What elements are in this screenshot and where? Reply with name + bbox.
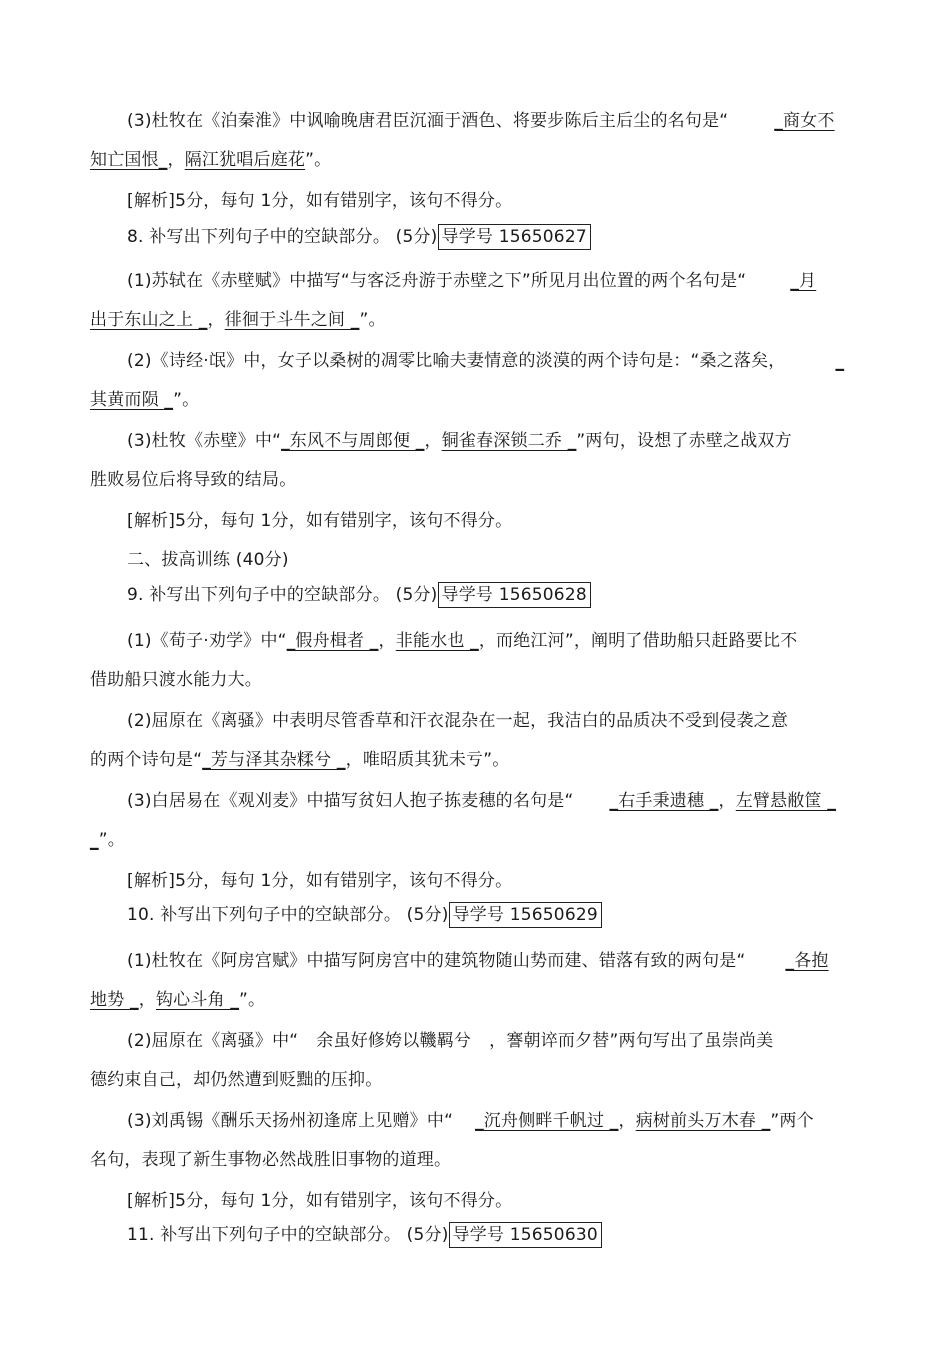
q7-item3-blank1-cont: 知亡国恨_ xyxy=(90,150,168,170)
q8-item3-line1 xyxy=(127,426,880,456)
q9-item2-end: ，唯昭质其犹未亏”。 xyxy=(345,750,510,770)
q8-item1-line1 xyxy=(127,266,880,296)
q10-item3-blank2: 病树前头万木春 _ xyxy=(635,1111,771,1131)
q9-item1-blank1: _假舟楫者 _ xyxy=(286,631,379,651)
q8-item2-blank-cont: 其黄而陨 _ xyxy=(90,390,174,410)
q9-item2-text-cont: 的两个诗句是“ xyxy=(90,750,203,770)
q11-header: 11. 补写出下列句子中的空缺部分。 (5分) xyxy=(127,1225,449,1245)
q10-item1-blank2: 钩心斗角 _ xyxy=(155,990,240,1010)
q10-item2-text: (2)屈原在《离骚》中“ xyxy=(127,1031,299,1051)
comma: ， xyxy=(138,990,156,1010)
q10-item2-blank1: 余虽好修姱以鞿羁兮 xyxy=(316,1031,472,1051)
q9-item1-blank2: 非能水也 _ xyxy=(395,631,479,651)
comma: ， xyxy=(378,631,396,651)
q10-code-box: 导学号 15650629 xyxy=(449,902,602,928)
q9-item1-line1 xyxy=(127,626,880,656)
q10-item2-line1 xyxy=(127,1026,880,1056)
comma: ， xyxy=(207,310,225,330)
q7-item3-line2 xyxy=(90,145,880,175)
q8-item2-text: (2)《诗经·氓》中，女子以桑树的凋零比喻夫妻情意的淡漠的两个诗句是：“桑之落矣， xyxy=(127,351,786,371)
q9-item3-line2 xyxy=(90,825,880,855)
q10-item1-line2 xyxy=(90,985,880,1015)
q10-item3-text: (3)刘禹锡《酬乐天扬州初逢席上见赠》中“ xyxy=(127,1111,454,1131)
q9-note: [解析]5分，每句 1分，如有错别字，该句不得分。 xyxy=(127,871,513,891)
q8-item1-end: ”。 xyxy=(359,310,386,330)
q9-item2-blank: _芳与泽其杂糅兮 _ xyxy=(202,750,346,770)
q8-item2-blank: _ xyxy=(835,351,845,371)
q8-item3-text: (3)杜牧《赤壁》中“ xyxy=(127,431,282,451)
q10-item2-blank2: 謇朝谇而夕替 xyxy=(506,1031,610,1051)
q7-note: [解析]5分，每句 1分，如有错别字，该句不得分。 xyxy=(127,191,513,211)
q9-header: 9. 补写出下列句子中的空缺部分。 (5分) xyxy=(127,585,438,605)
q10-header: 10. 补写出下列句子中的空缺部分。 (5分) xyxy=(127,905,449,925)
q8-item1-text: (1)苏轼在《赤壁赋》中描写“与客泛舟游于赤壁之下”所见月出位置的两个名句是“ xyxy=(127,271,747,291)
q9-item2-line2 xyxy=(90,745,880,775)
q8-item1-blank2: 徘徊于斗牛之间 _ xyxy=(224,310,360,330)
q8-item1-blank1: _月 xyxy=(790,271,817,291)
q8-item3-line2: 胜败易位后将导致的结局。 xyxy=(90,470,297,490)
q10-item1-line1 xyxy=(127,946,880,976)
q8-item1-line2 xyxy=(90,305,880,335)
q10-item3-blank1: _沉舟侧畔千帆过 _ xyxy=(475,1111,619,1131)
q8-header-line xyxy=(127,222,880,252)
q10-item3-line1 xyxy=(127,1106,880,1136)
q10-item2-line2: 德约束自己，却仍然遭到贬黜的压抑。 xyxy=(90,1070,383,1090)
q8-code-box: 导学号 15650627 xyxy=(438,224,591,250)
q11-code-box: 导学号 15650630 xyxy=(449,1222,602,1248)
q8-header: 8. 补写出下列句子中的空缺部分。 (5分) xyxy=(127,227,438,247)
q8-item2-end: ”。 xyxy=(173,390,200,410)
comma: ， xyxy=(718,791,736,811)
q8-item3-blank1: _东风不与周郎便 _ xyxy=(281,431,425,451)
section-2-title: 二、拔高训练 (40分) xyxy=(127,550,289,570)
q10-item3-end: ”两个 xyxy=(770,1111,814,1131)
q7-item3-blank1: _商女不 xyxy=(774,111,835,131)
comma: ， xyxy=(167,150,185,170)
comma: ， xyxy=(424,431,442,451)
q9-item3-line1 xyxy=(127,786,880,816)
q9-header-line xyxy=(127,580,880,610)
q9-item3-blank1: _右手秉遗穗 _ xyxy=(609,791,719,811)
q7-item3-text: (3)杜牧在《泊秦淮》中讽喻晚唐君臣沉湎于酒色、将要步陈后主后尘的名句是“ xyxy=(127,111,729,131)
q10-header-line xyxy=(127,900,880,930)
q9-item1-line2: 借助船只渡水能力大。 xyxy=(90,670,262,690)
q8-item3-end: ”两句，设想了赤壁之战双方 xyxy=(576,431,792,451)
comma: ， xyxy=(489,1031,507,1051)
q9-item3-blank2: 左臂悬敝筐 _ xyxy=(735,791,837,811)
q9-item3-text: (3)白居易在《观刈麦》中描写贫妇人抱子拣麦穗的名句是“ xyxy=(127,791,574,811)
q8-item3-blank2: 铜雀春深锁二乔 _ xyxy=(441,431,577,451)
q10-note: [解析]5分，每句 1分，如有错别字，该句不得分。 xyxy=(127,1191,513,1211)
q10-item3-line2: 名句，表现了新生事物必然战胜旧事物的道理。 xyxy=(90,1150,452,1170)
q9-item2-line1: (2)屈原在《离骚》中表明尽管香草和汗衣混杂在一起，我洁白的品质决不受到侵袭之意 xyxy=(127,711,789,731)
q8-item2-line1 xyxy=(127,346,880,376)
q10-item1-blank1: _各抱 xyxy=(785,951,829,971)
q7-item3-blank2: 隔江犹唱后庭花 xyxy=(184,150,306,170)
q8-item2-line2 xyxy=(90,385,880,415)
q9-item1-end: ，而绝江河”，阐明了借助船只赶路要比不 xyxy=(478,631,798,651)
q8-item1-blank1-cont: 出于东山之上 _ xyxy=(90,310,208,330)
q9-item1-text: (1)《荀子·劝学》中“ xyxy=(127,631,287,651)
comma: ， xyxy=(618,1111,636,1131)
q7-item3-end: ”。 xyxy=(305,150,332,170)
q10-item2-end: ”两句写出了虽崇尚美 xyxy=(609,1031,774,1051)
q7-item3-line1 xyxy=(127,106,880,136)
q10-item1-text: (1)杜牧在《阿房宫赋》中描写阿房宫中的建筑物随山势而建、错落有致的两句是“ xyxy=(127,951,746,971)
q8-note: [解析]5分，每句 1分，如有错别字，该句不得分。 xyxy=(127,511,513,531)
q9-item3-end: ”。 xyxy=(98,830,125,850)
q10-item1-blank1-cont: 地势 _ xyxy=(90,990,139,1010)
q9-item3-blank2-cont: _ xyxy=(90,830,99,850)
q9-code-box: 导学号 15650628 xyxy=(438,582,591,608)
q11-header-line xyxy=(127,1220,880,1250)
q10-item1-end: ”。 xyxy=(239,990,266,1010)
